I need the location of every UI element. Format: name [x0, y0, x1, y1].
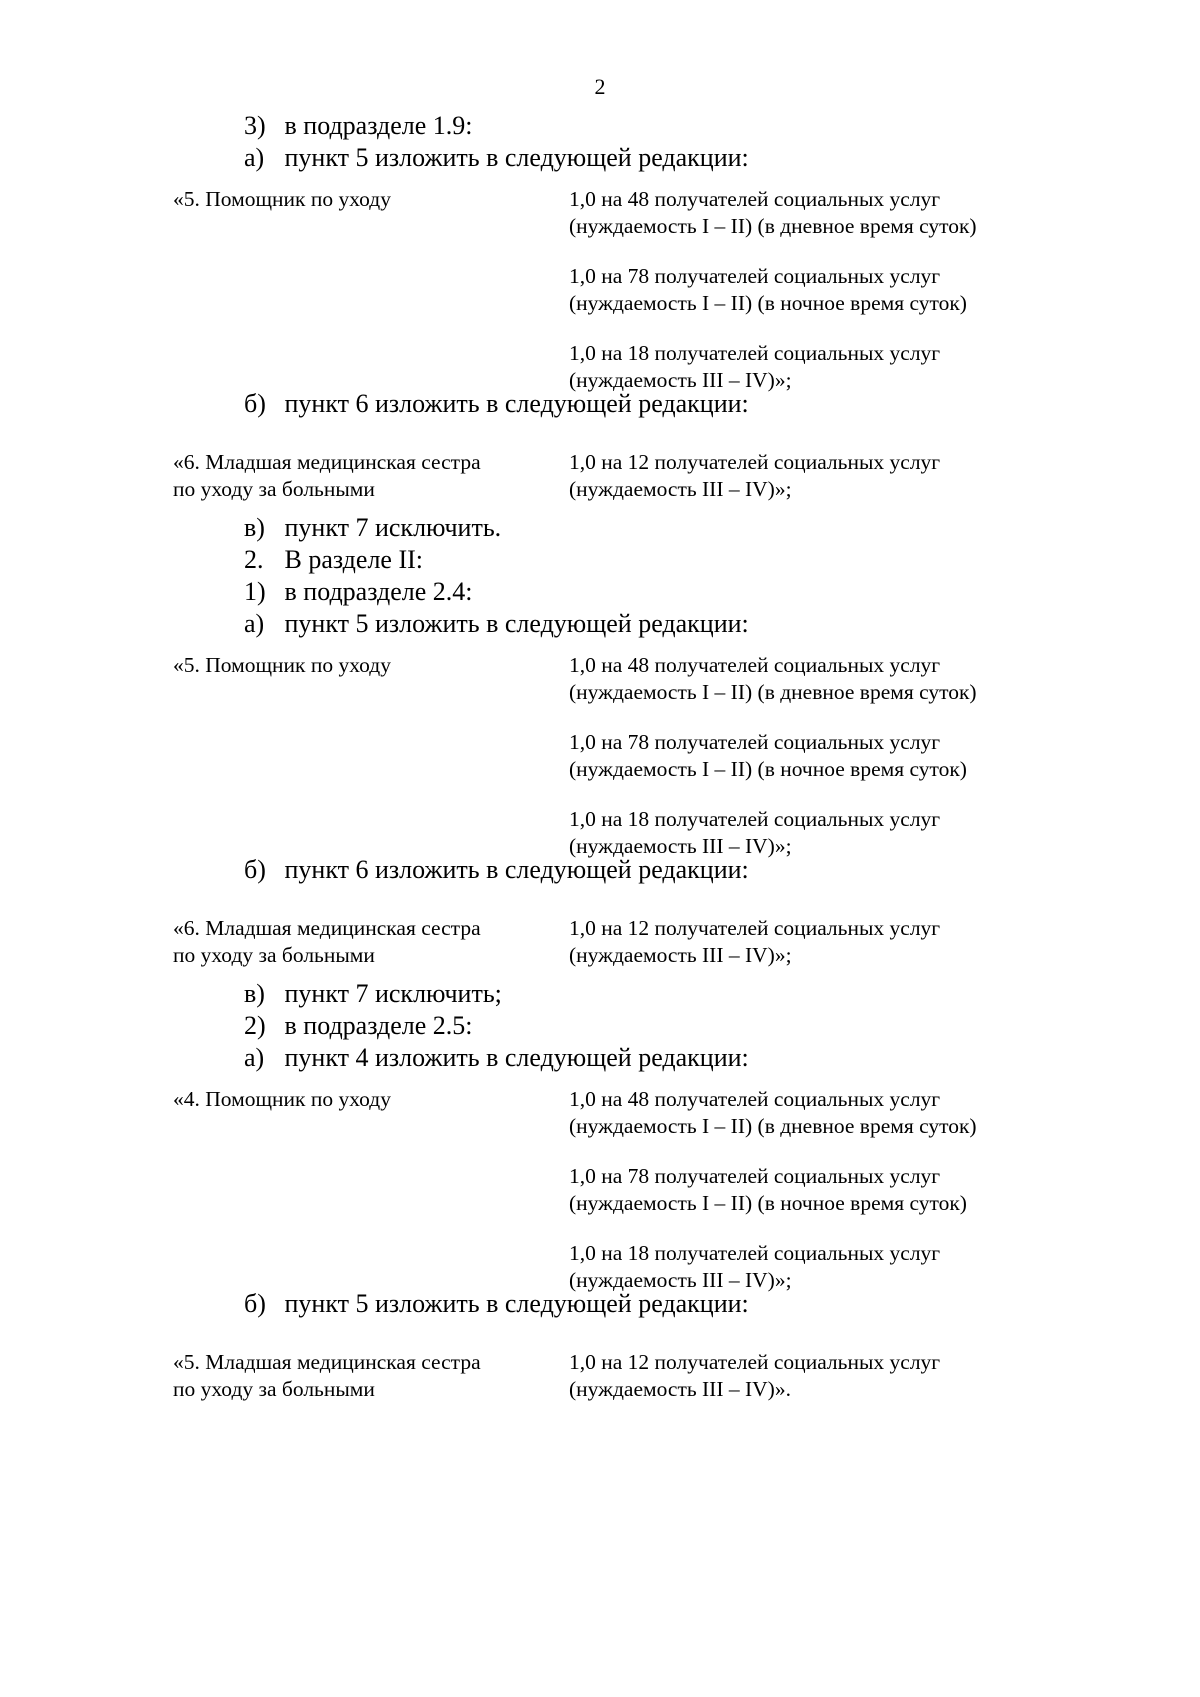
- staffing-norm: 1,0 на 48 получателей социальных услуг (нуждаемость I – II) (в дневное время суток): [569, 1087, 977, 1138]
- instruction-paragraph: [244, 1010, 473, 1042]
- staffing-norm: 1,0 на 48 получателей социальных услуг (нуждаемость I – II) (в дневное время суток): [569, 653, 977, 704]
- position-title: [173, 729, 569, 783]
- norm-row: [173, 652, 1073, 706]
- list-marker: 1): [244, 577, 266, 606]
- staffing-norm-block: [173, 915, 1073, 969]
- norm-row: [173, 729, 1073, 783]
- page-number: 2: [594, 74, 606, 99]
- position-title: [173, 1163, 569, 1217]
- paragraph-text: пункт 4 изложить в следующей редакции:: [284, 1043, 749, 1072]
- position-title: [173, 1240, 569, 1294]
- list-marker: а): [244, 609, 265, 638]
- staffing-norm-block: [173, 1086, 1073, 1294]
- staffing-norm: 1,0 на 78 получателей социальных услуг (нуждаемость I – II) (в ночное время суток): [569, 730, 967, 781]
- instruction-paragraph: [244, 854, 749, 886]
- instruction-paragraph: [244, 576, 473, 608]
- staffing-norm: 1,0 на 12 получателей социальных услуг (нуждаемость III – IV)»;: [569, 450, 941, 501]
- paragraph-text: пункт 5 изложить в следующей редакции:: [284, 1289, 749, 1318]
- list-marker: б): [244, 389, 266, 418]
- paragraph-text: в подразделе 2.5:: [284, 1011, 473, 1040]
- position-title: «6. Младшая медицинская сестра по уходу за больными: [173, 450, 481, 501]
- paragraph-text: пункт 7 исключить.: [284, 513, 502, 542]
- list-marker: б): [244, 1289, 266, 1318]
- norm-row: [173, 1240, 1073, 1294]
- norm-row: [173, 263, 1073, 317]
- staffing-norm: 1,0 на 18 получателей социальных услуг (нуждаемость III – IV)»;: [569, 1241, 941, 1292]
- staffing-norm: 1,0 на 48 получателей социальных услуг (нуждаемость I – II) (в дневное время суток): [569, 187, 977, 238]
- instruction-paragraph: [244, 978, 502, 1010]
- list-marker: 2): [244, 1011, 266, 1040]
- position-title: [173, 263, 569, 317]
- staffing-norm-block: [173, 449, 1073, 503]
- norm-row: [173, 1349, 1073, 1403]
- staffing-norm: 1,0 на 18 получателей социальных услуг (нуждаемость III – IV)»;: [569, 807, 941, 858]
- paragraph-text: в подразделе 2.4:: [284, 577, 473, 606]
- list-marker: а): [244, 1043, 265, 1072]
- list-marker: в): [244, 979, 265, 1008]
- list-marker: в): [244, 513, 265, 542]
- instruction-paragraph: [244, 544, 423, 576]
- norm-row: [173, 1163, 1073, 1217]
- instruction-paragraph: [244, 1042, 749, 1074]
- paragraph-text: пункт 5 изложить в следующей редакции:: [284, 143, 749, 172]
- staffing-norm: 1,0 на 78 получателей социальных услуг (нуждаемость I – II) (в ночное время суток): [569, 1164, 967, 1215]
- position-title: [173, 806, 569, 860]
- list-marker: 2.: [244, 545, 264, 574]
- list-marker: б): [244, 855, 266, 884]
- paragraph-text: В разделе II:: [284, 545, 424, 574]
- norm-row: [173, 806, 1073, 860]
- position-title: «5. Помощник по уходу: [173, 653, 391, 677]
- list-marker: а): [244, 143, 265, 172]
- norm-row: [173, 1086, 1073, 1140]
- instruction-paragraph: [244, 110, 473, 142]
- staffing-norm: 1,0 на 18 получателей социальных услуг (нуждаемость III – IV)»;: [569, 341, 941, 392]
- instruction-paragraph: [244, 512, 501, 544]
- instruction-paragraph: [244, 1288, 749, 1320]
- paragraph-text: пункт 6 изложить в следующей редакции:: [284, 389, 749, 418]
- staffing-norm-block: [173, 652, 1073, 860]
- position-title: «6. Младшая медицинская сестра по уходу за больными: [173, 916, 481, 967]
- staffing-norm-block: [173, 186, 1073, 394]
- position-title: [173, 340, 569, 394]
- norm-row: [173, 340, 1073, 394]
- instruction-paragraph: [244, 142, 749, 174]
- staffing-norm: 1,0 на 12 получателей социальных услуг (нуждаемость III – IV)».: [569, 1350, 941, 1401]
- instruction-paragraph: [244, 388, 749, 420]
- position-title: «5. Младшая медицинская сестра по уходу за больными: [173, 1350, 481, 1401]
- staffing-norm: 1,0 на 12 получателей социальных услуг (нуждаемость III – IV)»;: [569, 916, 941, 967]
- staffing-norm: 1,0 на 78 получателей социальных услуг (нуждаемость I – II) (в ночное время суток): [569, 264, 967, 315]
- position-title: «4. Помощник по уходу: [173, 1087, 391, 1111]
- paragraph-text: пункт 7 исключить;: [284, 979, 502, 1008]
- list-marker: 3): [244, 111, 266, 140]
- instruction-paragraph: [244, 608, 749, 640]
- norm-row: [173, 915, 1073, 969]
- norm-row: [173, 186, 1073, 240]
- staffing-norm-block: [173, 1349, 1073, 1403]
- norm-row: [173, 449, 1073, 503]
- paragraph-text: пункт 6 изложить в следующей редакции:: [284, 855, 749, 884]
- position-title: «5. Помощник по уходу: [173, 187, 391, 211]
- paragraph-text: пункт 5 изложить в следующей редакции:: [284, 609, 749, 638]
- paragraph-text: в подразделе 1.9:: [284, 111, 473, 140]
